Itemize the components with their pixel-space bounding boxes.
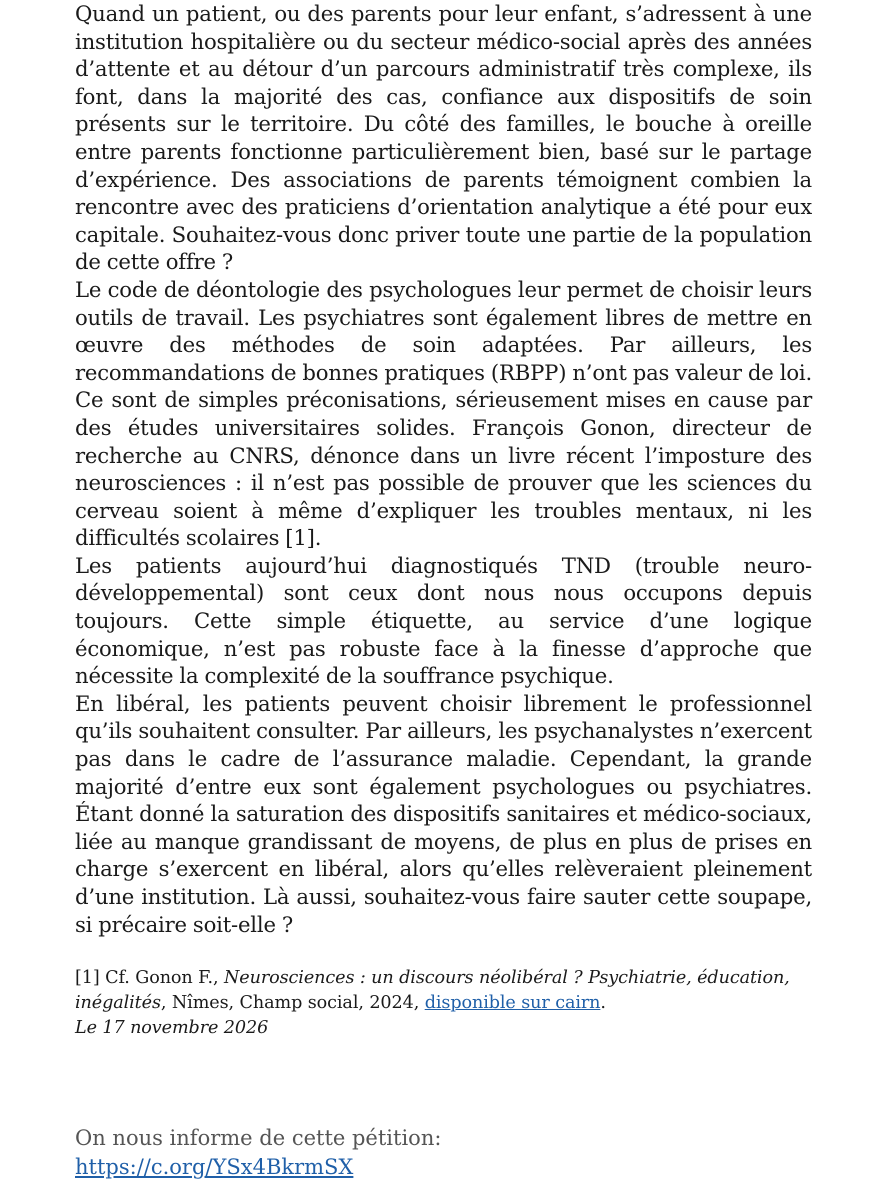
cairn-link[interactable]: disponible sur cairn <box>424 993 601 1013</box>
footnote-publication: , Nîmes, Champ social, 2024, <box>160 993 425 1013</box>
footnote-end: . <box>600 993 606 1013</box>
footnote-marker: [1] Cf. Gonon F., <box>75 968 224 988</box>
document-page <box>75 0 812 1179</box>
paragraph-3: Les patients aujourd’hui diagnostiqués TND (trouble neuro-développemental) sont ceux dont nous nous occupons depuis toujours. Cette simple étiquette, au service d’une logique économique, n’est pas robuste face à la finesse d’approche que nécessite la complexité de la souffrance psychique. <box>75 552 812 689</box>
publication-date: Le 17 novembre 2026 <box>75 1018 269 1038</box>
paragraph-1: Quand un patient, ou des parents pour leur enfant, s’adressent à une institution hospitalière ou du secteur médico-social après des années d’attente et au détour d’un parcours administratif très complexe, ils font, dans la majorité des cas, confiance aux dispositifs de soin présents sur le territoire. Du côté des familles, le bouche à oreille entre parents fonctionne particulièrement bien, basé sur le partage d’expérience. Des associations de parents témoignent combien la rencontre avec des praticiens d’orientation analytique a été pour eux capitale. Souhaitez-vous donc priver toute une partie de la population de cette offre ? <box>75 1 812 275</box>
footnote-book-title: Neurosciences : un discours néolibéral ? Psychiatrie, éducation, inégalités <box>75 968 790 1013</box>
petition-link[interactable]: https://c.org/YSx4BkrmSX <box>75 1155 354 1179</box>
petition-note <box>75 1124 441 1182</box>
petition-intro: On nous informe de cette pétition: <box>75 1126 442 1150</box>
footnote <box>75 966 812 1041</box>
paragraph-4: En libéral, les patients peuvent choisir librement le professionnel qu’ils souhaitent consulter. Par ailleurs, les psychanalystes n’exercent pas dans le cadre de l’assurance maladie. Cependant, la grande majorité d’entre eux sont également psychologues ou psychiatres. Étant donné la saturation des dispositifs sanitaires et médico-sociaux, liée au manque grandissant de moyens, de plus en plus de prises en charge s’exercent en libéral, alors qu’elles relèveraient pleinement d’une institution. Là aussi, souhaitez-vous faire sauter cette soupape, si précaire soit-elle ? <box>75 690 812 937</box>
paragraph-2: Le code de déontologie des psychologues leur permet de choisir leurs outils de travail. Les psychiatres sont également libres de mettre en œuvre des méthodes de soin adaptées. Par ailleurs, les recommandations de bonnes pratiques (RBPP) n’ont pas valeur de loi. Ce sont de simples préconisations, sérieusement mises en cause par des études universitaires solides. François Gonon, directeur de recherche au CNRS, dénonce dans un livre récent l’imposture des neurosciences : il n’est pas possible de prouver que les sciences du cerveau soient à même d’expliquer les troubles mentaux, ni les difficultés scolaires [1]. <box>75 276 812 551</box>
footnote-reference <box>75 966 812 1016</box>
article-body <box>75 0 812 938</box>
